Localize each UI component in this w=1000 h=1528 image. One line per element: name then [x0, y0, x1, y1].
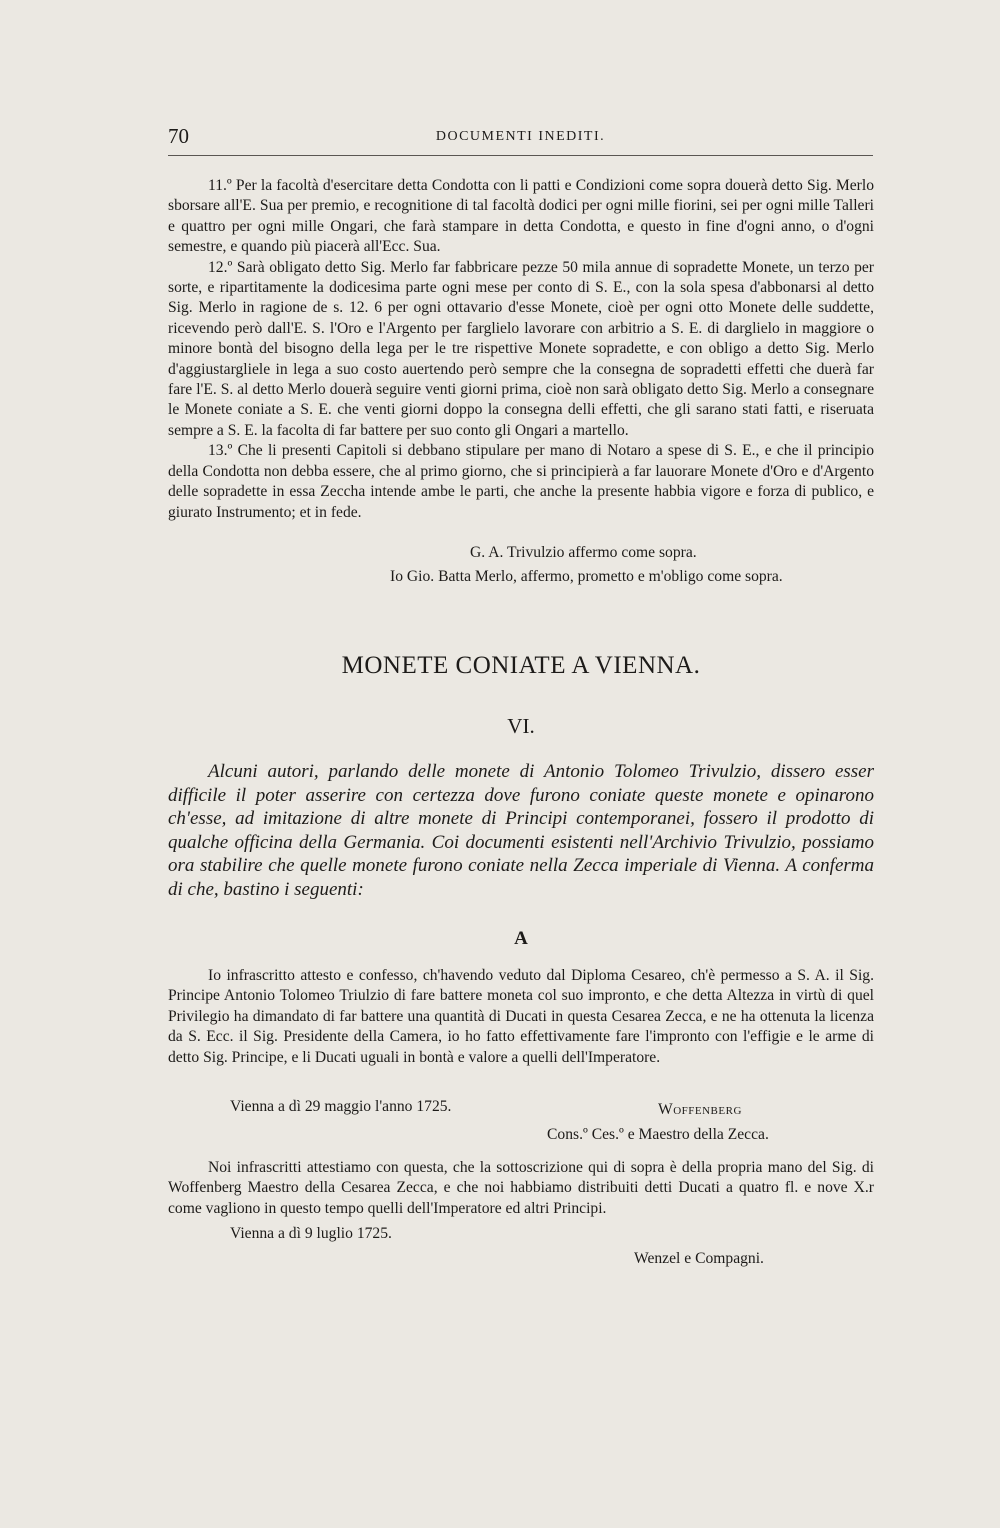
signature-block [168, 541, 828, 589]
section-number: VI. [507, 714, 535, 738]
articles-section [168, 176, 874, 523]
attestation-1 [168, 966, 874, 1068]
date-line-2: Vienna a dì 9 luglio 1725. [230, 1225, 392, 1242]
intro-paragraph [168, 760, 874, 902]
article-12: 12.º Sarà obligato detto Sig. Merlo far fabbricare pezze 50 mila annue di sopradette Monete, un terzo per sorte, e ripartitamente la dodicesima parte ogni mese per conto di S. E., con la sola spesa d'abbonarsi al detto Sig. Merlo in ragione de s. 12. 6 per ogni ottavario d'esse Monete, cioè per ogni otto Monete delle suddette, ricevendo però dall'E. S. l'Oro e l'Argento per farglielo lavorare con arbitrio a S. E. di darglielo in maggiore o minore bontà del bisogno della lega per le tre rispettive Monete sopradette, e con obligo a detto Sig. Merlo d'aggiustargliele in lega a suo costo auertendo però sempre che la consegna de sopradetti effetti che duerà far fare l'E. S. al detto Merlo douerà seguire venti giorni prima, cioè non sarà obligato detto Sig. Merlo a consegnare le Monete coniate a S. E. che venti giorni doppo la consegna delli effetti, che gli sarano stati fatti, e riseruata sempre a S. E. la facolta di far battere per suo conto gli Ongari a martello. [168, 258, 874, 439]
signature-trivulzio: G. A. Trivulzio affermo come sopra. [470, 544, 697, 561]
signer-title: Cons.º Ces.º e Maestro della Zecca. [547, 1126, 769, 1143]
intro-text: Alcuni autori, parlando delle monete di Antonio Tolomeo Trivulzio, dissero esser difficile il poter asserire con certezza dove furono coniate queste monete e opinarono ch'esse, ad imitazione di altre monete di Principi contemporanei, fossero il prodotto di qualche officina della Germania. Coi documenti esistenti nell'Archivio Trivulzio, possiamo ora stabilire che quelle monete furono coniate nella Zecca imperiale di Vienna. A conferma di che, bastino i seguenti: [168, 761, 874, 900]
article-13: 13.º Che li presenti Capitoli si debbano stipulare per mano di Notaro a spese di S. E., e che il principio della Condotta non debba essere, che al primo giorno, che si principierà a far lauorare Monete d'Oro e d'Argento delle sopradette in essa Zeccha intende ambe le parti, che anche la presente habbia vigore e forza di publico, e giurato Instrumento; et in fede. [168, 442, 874, 521]
article-11: 11.º Per la facoltà d'esercitare detta Condotta con li patti e Condizioni come sopra douerà detto Sig. Merlo sborsare all'E. Sua per premio, e recognitione di tal facoltà dodici per ogni mille fiorini, sei per ogni mille Talleri e quattro per ogni mille Ongari, che farà stampare in detta Condotta, e questo in fine d'ogni anno, o d'ogni semestre, e quando più piacerà all'Ecc. Sua. [168, 177, 874, 256]
page-header [168, 124, 873, 154]
page-number: 70 [168, 124, 189, 148]
date-line-1: Vienna a dì 29 maggio l'anno 1725. [230, 1098, 452, 1115]
signature-merlo: Io Gio. Batta Merlo, affermo, prometto e m'obligo come sopra. [390, 568, 783, 585]
signer-wenzel: Wenzel e Compagni. [634, 1250, 764, 1267]
attestation-2 [168, 1158, 874, 1219]
signer-woffenberg: Woffenberg [658, 1101, 742, 1118]
header-rule [168, 155, 873, 156]
attestation-2-text: Noi infrascritti attestiamo con questa, che la sottoscrizione qui di sopra è della propria mano del Sig. di Woffenberg Maestro della Cesarea Zecca, e che noi habbiamo distribuiti detti Ducati a quatro fl. e nove X.r come vagliono in questo tempo quelli dell'Imperatore ed altri Principi. [168, 1159, 874, 1217]
attestation-1-text: Io infrascritto attesto e confesso, ch'havendo veduto dal Diploma Cesareo, ch'è permesso a S. A. il Sig. Principe Antonio Tolomeo Triulzio di fare battere moneta col suo impronto, e che detta Altezza in virtù di quel Privilegio ha dimandato di far battere una quantità di Ducati in questa Cesarea Zecca, e ne ha ottenuta la licenza da S. Ecc. il Sig. Presidente della Camera, io ho fatto effettivamente fare l'impronto con l'effigie e le arme di detto Sig. Principe, e li Ducati uguali in bontà e valore a quelli dell'Imperatore. [168, 967, 874, 1066]
running-head: DOCUMENTI INEDITI. [435, 129, 606, 144]
document-letter: A [514, 928, 528, 949]
section-title: MONETE CONIATE A VIENNA. [341, 652, 701, 679]
